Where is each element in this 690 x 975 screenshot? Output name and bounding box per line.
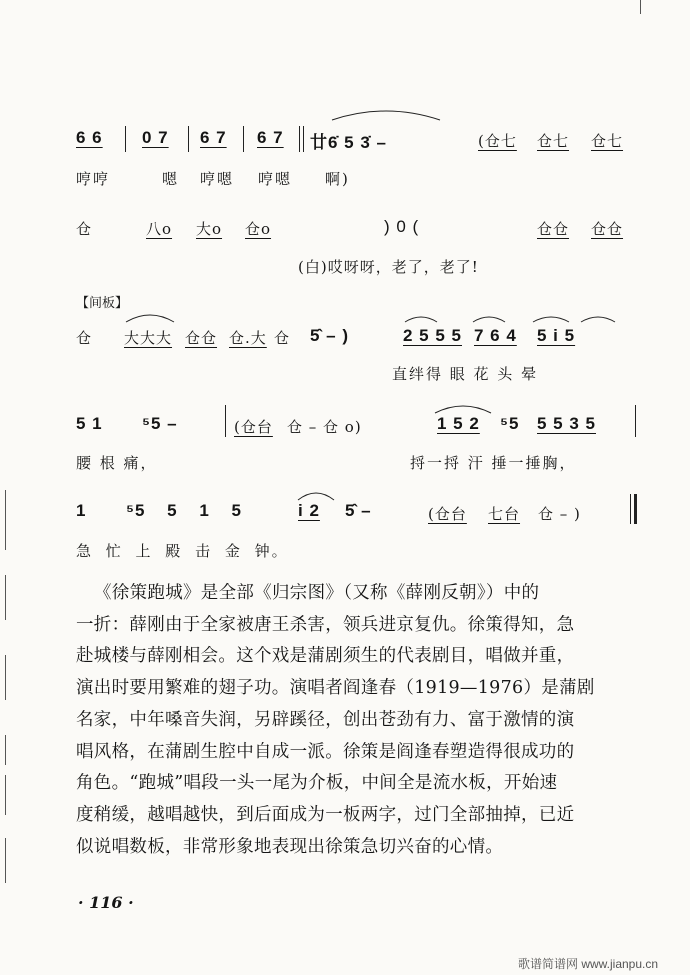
note-group: 5̂ – ) bbox=[310, 326, 350, 345]
page-number: · 116 · bbox=[78, 893, 134, 912]
note-group: 5̂ – bbox=[345, 501, 372, 520]
note-group: 7 6 4 bbox=[474, 326, 517, 345]
note-group: 1 5 2 bbox=[437, 414, 480, 433]
text-line: 角色。“跑城”唱段一头一尾为介板，中间全是流水板，开始速 bbox=[76, 773, 558, 794]
lyric: 啊) bbox=[325, 170, 350, 188]
text-line: 似说唱数板，非常形象地表现出徐策急切兴奋的心情。 bbox=[76, 836, 504, 857]
lyric: 哼哼 bbox=[76, 170, 111, 188]
note-group: ⁵5 5 1 5 bbox=[126, 501, 242, 520]
lyric: 嗯 bbox=[162, 170, 180, 188]
percussion-syllable: 仓 bbox=[274, 329, 291, 347]
note-group: i 2 bbox=[298, 501, 320, 520]
slur-arc bbox=[403, 312, 629, 324]
note-group: ⁵5 – bbox=[142, 414, 178, 433]
binding-edge-line bbox=[5, 838, 6, 883]
lyric: 捋一捋 汗 捶一捶胸， bbox=[410, 454, 577, 472]
spoken-line: (白)哎呀呀，老了，老了! bbox=[298, 258, 479, 276]
lyric: 直绊得 眼 花 头 晕 bbox=[392, 365, 539, 383]
bar-line bbox=[125, 126, 126, 152]
note-group: 0 7 bbox=[142, 128, 169, 147]
percussion-syllable: 仓 bbox=[76, 220, 93, 238]
bar-line bbox=[225, 405, 226, 437]
bar-line bbox=[303, 126, 304, 152]
lyric: 哼嗯 bbox=[258, 170, 293, 188]
commentary-paragraph bbox=[76, 578, 648, 863]
binding-edge-line bbox=[5, 775, 6, 815]
note-group: 1 bbox=[76, 501, 87, 520]
percussion-syllable: 仓仓 bbox=[591, 220, 624, 238]
note-group: 6 7 bbox=[257, 128, 284, 147]
note-group: 5 5 3 5 bbox=[537, 414, 596, 433]
bar-line bbox=[635, 405, 636, 437]
note-group: 6 7 bbox=[200, 128, 227, 147]
text-line: 唱风格，在蒲剧生腔中自成一派。徐策是阎逢春塑造得很成功的 bbox=[76, 741, 575, 762]
text-line: 名家，中年嗓音失润，另辟蹊径，创出苍劲有力、富于激情的演 bbox=[76, 709, 575, 730]
note-group: 廿6̇ 5 3̇ – bbox=[310, 133, 387, 152]
percussion-syllable: 仓仓 bbox=[537, 220, 570, 238]
percussion-syllable: (仓台 bbox=[234, 418, 273, 436]
percussion-syllable: (仓台 bbox=[428, 505, 467, 523]
bar-line bbox=[188, 126, 189, 152]
bar-line bbox=[243, 126, 244, 152]
text-line: 一折：薛刚由于全家被唐王杀害，领兵进京复仇。徐策得知，急 bbox=[76, 614, 575, 635]
end-bar-line bbox=[630, 494, 631, 524]
end-bar-line-thick bbox=[634, 494, 637, 524]
corner-mark bbox=[640, 0, 641, 14]
section-label: 【间板】 bbox=[76, 296, 129, 311]
percussion-syllable: 仓 bbox=[76, 329, 93, 347]
binding-edge-line bbox=[5, 490, 6, 550]
text-line: 度稍缓，越唱越快，到后面成为一板两字，过门全部抽掉，已近 bbox=[76, 804, 575, 825]
bar-line bbox=[299, 126, 300, 152]
lyric: 哼嗯 bbox=[200, 170, 235, 188]
note-group: 2 5 5 5 bbox=[403, 326, 462, 345]
text-line: 演出时要用繁难的翅子功。演唱者阎逢春（1919—1976）是蒲剧 bbox=[76, 678, 595, 699]
text-line: 赴城楼与薛刚相会。这个戏是蒲剧须生的代表剧目，唱做并重， bbox=[76, 646, 575, 667]
rest-mark: ) 0 ( bbox=[384, 217, 420, 236]
watermark: 歌谱简谱网 www.jianpu.cn bbox=[518, 957, 659, 971]
binding-edge-line bbox=[5, 655, 6, 700]
note-group: 5 i 5 bbox=[537, 326, 576, 345]
percussion-syllable: 仓 – ) bbox=[538, 505, 581, 523]
percussion-syllable: 八o bbox=[146, 220, 173, 238]
lyric: 急 忙 上 殿 击 金 钟。 bbox=[76, 542, 289, 560]
percussion-syllable: (仓七 bbox=[478, 132, 517, 150]
percussion-syllable: 七台 bbox=[488, 505, 521, 523]
note-group: 6 6 bbox=[76, 128, 103, 147]
lyric: 腰 根 痛， bbox=[76, 454, 158, 472]
note-group: ⁵5 bbox=[500, 414, 520, 433]
percussion-syllable: 仓七 bbox=[591, 132, 624, 150]
slur-arc bbox=[330, 108, 442, 122]
note-group: 5 1 bbox=[76, 414, 103, 433]
binding-edge-line bbox=[5, 735, 6, 765]
percussion-syllable: 仓 – 仓 o) bbox=[287, 418, 362, 436]
slur-arc bbox=[124, 312, 176, 324]
percussion-syllable: 仓.大 bbox=[229, 329, 267, 347]
text-line: 《徐策跑城》是全部《归宗图》（又称《薛刚反朝》）中的 bbox=[94, 583, 540, 603]
percussion-syllable: 仓o bbox=[245, 220, 272, 238]
percussion-syllable: 仓七 bbox=[537, 132, 570, 150]
percussion-syllable: 大o bbox=[196, 220, 223, 238]
percussion-syllable: 大大大 bbox=[124, 329, 173, 347]
binding-edge-line bbox=[5, 575, 6, 620]
percussion-syllable: 仓仓 bbox=[185, 329, 218, 347]
